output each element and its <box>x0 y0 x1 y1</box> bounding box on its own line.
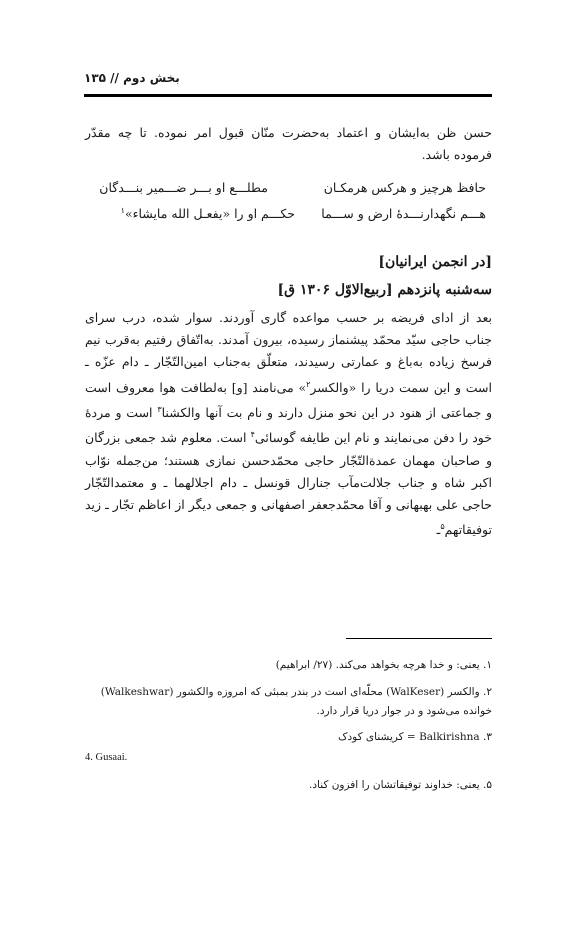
footnote-ref-3: ۳ <box>157 404 162 414</box>
verse-line2-left <box>121 206 295 221</box>
running-header: بخش دوم // ۱۳۵ <box>84 71 180 85</box>
main-text-2: » می‌نامند [و] به‌لطافت هوا معروف است و جماعتی از هنود در این نحو منزل دارند و نام بت آنها والکشنا <box>85 379 492 421</box>
footnote-4: 4. Gusaai. <box>85 752 128 763</box>
footnote-3: ۳. Balkirishna = کریشنای کودک <box>338 731 492 743</box>
intro-text: حسن ظن به‌ایشان و اعتماد به‌حضرت منّان قبول امر نموده. تا چه مقدّر فرموده باشد. <box>85 125 492 163</box>
verse-line2-right: هـــم نگهدارنـــدهٔ ارض و ســـما <box>321 206 486 221</box>
footnote-ref-4: ۴ <box>250 430 255 440</box>
main-text-3: است و مردهٔ خود را دفن می‌نمایند و نام این طایفه گوسائی <box>85 405 492 446</box>
footnote-2: ۲. والکسر (WalKeser) محلّه‌ای است در بندر بمبئی که امروزه والکشور (Walkeshwar) خوانده می‌شود و در جوار دریا قرار دارد. <box>100 686 492 717</box>
section-heading: [در انجمن ایرانیان] <box>378 254 492 270</box>
main-paragraph <box>85 307 492 542</box>
main-text-end: ـ <box>436 522 441 538</box>
footnote-1: ۱. یعنی: و خدا هرچه بخواهد می‌کند. (۲۷/ ابراهیم) <box>275 659 492 671</box>
footnote-ref-1: ۱ <box>120 206 125 215</box>
footnote-rule <box>346 638 492 639</box>
main-text-1: بعد از ادای فریضه بر حسب مواعده گاری آوردند. سوار شده، درب سرای جناب حاجی سیّد محمّد پیشنماز رسیده، بیرون آمدند. به‌اتّفاق رفتیم به‌قرب نیم فرسخ زیاده به‌باغ و عمارتی رسیدند، متعلّق به‌جناب امین‌التّجّار ـ دام عزّه ـ است و این سمت دریا را «والکسر <box>85 310 492 395</box>
verse-line1-left: مطلـــع او بـــر ضـــمیر بنـــدگان <box>99 180 268 195</box>
verse-line2-left-text: حکـــم او را «یفعـل الله مایشاء» <box>124 206 295 222</box>
footnote-ref-2: ۲ <box>306 379 311 389</box>
main-text-4: است. معلوم شد جمعی بزرگان و صاحبان مهمان عمدةالتّجّار حاجی محمّدحسن نمازی هستند؛ من‌جمله نوّاب اکبر شاه و جناب جلالت‌مآب جنارال قونسل ـ دام اجلالهما ـ و معتمدالتّجّار حاجی علی بهبهانی و آقا محمّدجعفر اصفهانی و جمعی دیگر از اعاظم تجّار ـ زید توفیقاتهم <box>85 430 492 538</box>
intro-paragraph <box>85 122 492 166</box>
footnote-5: ۵. یعنی: خداوند توفیقاتشان را افزون کناد. <box>309 779 492 791</box>
section-subheading: سه‌شنبه پانزدهم [ربیع‌الاوّل ۱۳۰۶ ق] <box>277 282 492 298</box>
header-rule <box>84 94 492 97</box>
verse-line1-right: حافظ هرچیز و هرکس هرمکـان <box>323 180 486 195</box>
footnote-ref-5: ۵ <box>440 522 445 532</box>
